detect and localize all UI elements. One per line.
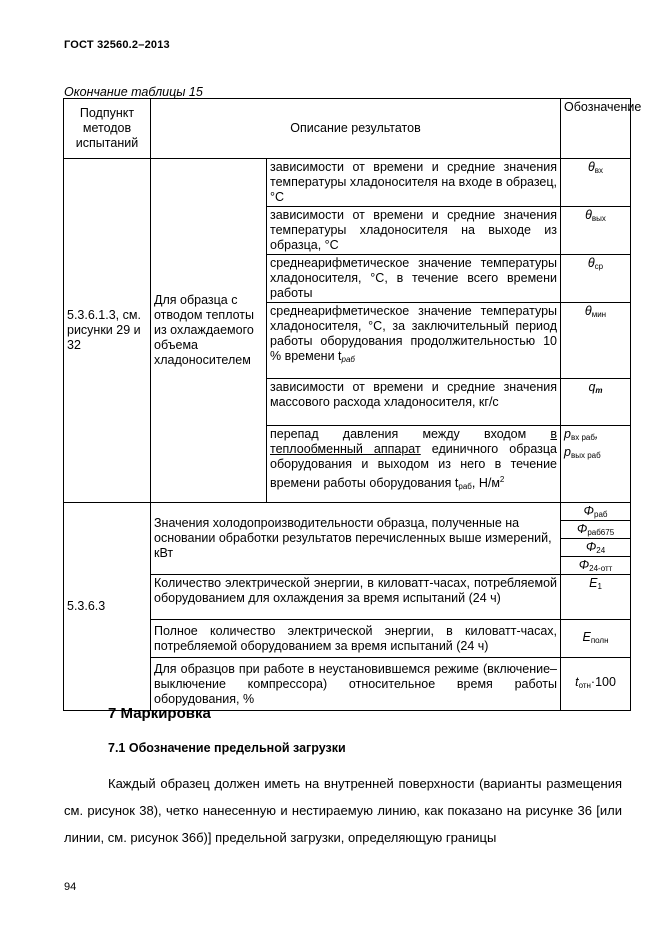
result-symbol: $\theta_{вых}$ — [561, 207, 631, 255]
page-number: 94 — [64, 881, 77, 893]
result-symbol: $E_1$ — [561, 575, 631, 620]
col-header-clause: Подпункт методов испытаний — [64, 99, 151, 159]
document-code: ГОСТ 32560.2–2013 — [64, 39, 170, 51]
result-desc: среднеарифметическое значение температуры хладоносителя, °С, в течение всего времени работы — [267, 255, 561, 303]
result-desc: среднеарифметическое значение температуры хладоносителя, °С, за заключительный период работы оборудования продолжительностью 10 % времени $t_{раб}$ — [267, 303, 561, 379]
result-symbol: $\theta_{мин}$ — [561, 303, 631, 379]
result-desc: Количество электрической энергии, в киловатт-часах, потребляемой оборудованием для охлаждения за время испытаний (24 ч) — [151, 575, 561, 620]
col-header-symbol: Обозначение — [561, 99, 631, 159]
result-desc: Значения холодопроизводительности образца, полученные на основании обработки результатов перечисленных выше измерений, кВт — [151, 503, 561, 575]
result-symbol: $\Phi_{раб675}$ — [561, 521, 630, 539]
subject-cell: Для образца с отводом теплоты из охлаждаемого объема хладоносителем — [151, 159, 267, 503]
result-symbol: $q_m$ — [561, 379, 631, 426]
body-paragraph: Каждый образец должен иметь на внутренней поверхности (варианты размещения см. рисунок 38), четко нанесенную и нестираемую линию, как показано на рисунке 36 [или линии, см. рисунок 36б)] предельной загрузки, определяющую границы — [64, 776, 622, 845]
result-symbol: $E_{полн}$ — [561, 620, 631, 658]
result-desc: перепад давления между входом в теплообменный аппарат единичного образца оборудования и выходом из него в течение времени работы оборудования $t_{раб}$, $Н/м^2$ — [267, 426, 561, 503]
table-header-row — [64, 99, 631, 159]
clause-cell: 5.3.6.3 — [64, 503, 151, 711]
result-desc: зависимости от времени и средние значения температуры хладоносителя на входе в образец, °С — [267, 159, 561, 207]
clause-cell: 5.3.6.1.3, см. рисунки 29 и 32 — [64, 159, 151, 503]
result-symbol: $p_{вх раб}$, $p_{вых раб}$ — [561, 426, 631, 503]
table-row — [64, 159, 631, 207]
result-desc: Полное количество электрической энергии, в киловатт-часах, потребляемой оборудованием за время испытаний (24 ч) — [151, 620, 561, 658]
result-desc: зависимости от времени и средние значения температуры хладоносителя на выходе из образца, °С — [267, 207, 561, 255]
subsection-heading: 7.1 Обозначение предельной загрузки — [108, 741, 346, 755]
result-symbol: $\Phi_{раб}$ — [561, 503, 630, 521]
col-header-description: Описание результатов — [151, 99, 561, 159]
section-heading: 7 Маркировка — [108, 705, 211, 722]
result-symbol: $\theta_{вх}$ — [561, 159, 631, 207]
table-caption: Окончание таблицы 15 — [64, 85, 203, 99]
result-desc: Для образцов при работе в неустановившемся режиме (включение–выключение компрессора) относительное время работы оборудования, % — [151, 658, 561, 711]
result-desc: зависимости от времени и средние значения массового расхода хладоносителя, кг/с — [267, 379, 561, 426]
result-symbol: $\theta_{ср}$ — [561, 255, 631, 303]
result-symbol-list — [561, 503, 631, 575]
result-symbol: $\Phi_{24}$ — [561, 539, 630, 557]
table-row — [64, 503, 631, 575]
result-symbol: $t_{отн}\cdot 100$ — [561, 658, 631, 711]
results-table — [63, 98, 642, 711]
result-symbol: $\Phi_{24-отт}$ — [578, 558, 613, 573]
